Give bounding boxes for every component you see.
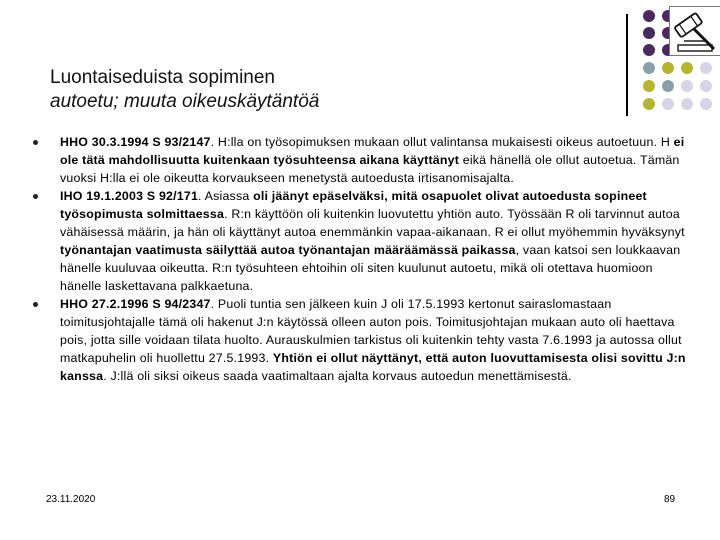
footer-date: 23.11.2020 <box>46 494 96 505</box>
slide-title <box>50 66 610 114</box>
decorative-dot <box>643 44 655 56</box>
decorative-dot <box>643 62 655 74</box>
decorative-dot <box>700 80 712 92</box>
decorative-dot <box>681 62 693 74</box>
bullet-item <box>30 295 690 385</box>
bullet-text: . H:lla on työsopimuksen mukaan ollut valintansa mukaisesti oikeus autoetuun. H <box>210 135 674 149</box>
gavel-icon <box>669 6 720 56</box>
decorative-dot <box>662 62 674 74</box>
decorative-dot <box>681 98 693 110</box>
bullet-text: . Puoli tuntia sen jälkeen kuin J oli 17.5.1993 kertonut sairaslomastaan toimitusjohtajalle tämä oli hakenut J:n käytössä olleen auton pois. Toimitusjohtajan mukaan auto oli haettava pois, jotta sille voidaan tilata huolto. Aurauskulmien tarkistus oli kuitenkin tehty vasta 7.6.1993 ja autossa ollut matkapuhelin oli huollettu 27.5.1993. <box>60 297 682 365</box>
bullet-dot-icon <box>33 194 38 199</box>
bullet-text-bold: työnantajan vaatimusta säilyttää autoa työnantajan määräämässä paikassa <box>60 243 516 257</box>
decorative-dot <box>681 80 693 92</box>
decorative-dot <box>643 98 655 110</box>
bullet-text-bold: ei ole tätä mahdollisuutta kuitenkaan työsuhteensa aikana käyttänyt <box>60 135 685 167</box>
title-line-2: autoetu; muuta oikeuskäytäntöä <box>50 91 320 112</box>
bullet-text-bold: oli jäänyt epäselväksi, mitä osapuolet olivat autoedusta sopineet työsopimusta solmittaessa <box>60 189 647 221</box>
bullet-dot-icon <box>33 140 38 145</box>
bullet-list <box>30 133 690 385</box>
decorative-dot <box>643 27 655 39</box>
divider-line <box>626 14 628 116</box>
bullet-text-bold: HHO 27.2.1996 S 94/2347 <box>60 297 211 311</box>
decorative-dot <box>700 62 712 74</box>
bullet-text-bold: HHO 30.3.1994 S 93/2147 <box>60 135 211 149</box>
bullet-text: . J:llä oli siksi oikeus saada vaatimaltaan ajalta korvaus autoedun menettämisestä. <box>103 369 572 383</box>
bullet-text-bold: Yhtiön ei ollut näyttänyt, että auton luovuttamisesta olisi sovittu J:n kanssa <box>60 351 686 383</box>
bullet-text: eikä hänellä ole ollut autoetua. Tämän vuoksi H:lla ei ole oikeutta korvaukseen menetystä autoedusta irtisanomisajalta. <box>60 153 680 185</box>
bullet-text: . Asiassa <box>198 189 254 203</box>
decorative-dot <box>662 98 674 110</box>
bullet-text: . R:n käyttöön oli kuitenkin luovutettu yhtiön auto. Työssään R oli tarvinnut autoa vähäisessä määrin, ja hän oli käyttänyt autoa enemmänkin vapaa-aikanaan. R ei ollut myöhemmin hyväksynyt <box>60 207 685 239</box>
bullet-item <box>30 133 690 187</box>
decorative-dot <box>643 10 655 22</box>
bullet-dot-icon <box>33 302 38 307</box>
decorative-dot <box>643 80 655 92</box>
decorative-dot <box>700 98 712 110</box>
page-number: 89 <box>664 494 676 505</box>
bullet-item <box>30 187 690 295</box>
bullet-text-bold: IHO 19.1.2003 S 92/171 <box>60 189 199 203</box>
title-line-1: Luontaiseduista sopiminen <box>50 67 275 88</box>
decorative-dot <box>662 80 674 92</box>
bullet-text: , vaan katsoi sen loukkaavan hänelle kuuluvaa oikeutta. R:n työsuhteen ehtoihin oli siten kuulunut autoetu, mikä oli otettava huomioon hänelle laskettavana palkkaetuna. <box>60 243 681 293</box>
